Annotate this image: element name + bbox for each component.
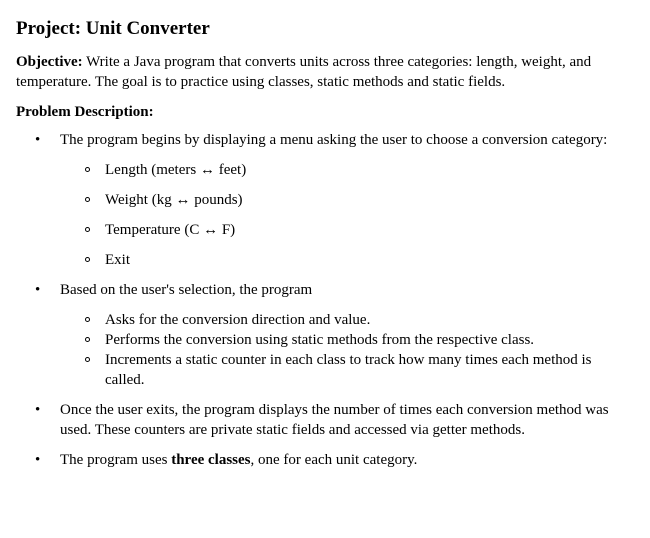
- sub-list-item: [60, 310, 630, 330]
- sub-list-item: [60, 190, 630, 210]
- objective-paragraph: [16, 52, 630, 92]
- menu-options-list: [60, 160, 630, 270]
- sub-list-item: [60, 330, 630, 350]
- circle-bullet-icon: [85, 337, 90, 342]
- sub-list-item: [60, 220, 630, 240]
- circle-bullet-icon: [85, 317, 90, 322]
- problem-description-list: [16, 130, 630, 470]
- circle-bullet-icon: [85, 357, 90, 362]
- bullet-icon: •: [35, 282, 41, 298]
- sub-list-item-text: Performs the conversion using static methods from the respective class.: [105, 332, 535, 348]
- sub-list-item-text: Temperature (C ↔ F): [105, 222, 236, 238]
- list-item-text-bold: three classes: [171, 452, 251, 468]
- list-item-text: Based on the user's selection, the program: [60, 282, 313, 298]
- objective-text: Write a Java program that converts units across three categories: length, weight, and temperature. The goal is to practice using classes, static methods and static fields.: [16, 54, 592, 90]
- circle-bullet-icon: [85, 197, 90, 202]
- bullet-icon: •: [35, 452, 41, 468]
- sub-list-item: [60, 160, 630, 180]
- bullet-icon: •: [35, 402, 41, 418]
- list-item-text-post: , one for each unit category.: [250, 452, 418, 468]
- project-title: Project: Unit Converter: [16, 18, 210, 39]
- sub-list-item-text: Increments a static counter in each class to track how many times each method is called.: [105, 352, 592, 388]
- sub-list-item: [60, 350, 630, 390]
- circle-bullet-icon: [85, 227, 90, 232]
- sub-list-item-text: Asks for the conversion direction and value.: [105, 312, 371, 328]
- list-item-exit: [16, 400, 630, 440]
- sub-list-item-text: Length (meters ↔ feet): [105, 162, 247, 178]
- list-item-menu: [16, 130, 630, 270]
- list-item-text-pre: The program uses: [60, 452, 172, 468]
- list-item-selection: [16, 280, 630, 390]
- list-item-text: The program begins by displaying a menu asking the user to choose a conversion category:: [60, 132, 608, 148]
- circle-bullet-icon: [85, 257, 90, 262]
- list-item-text: Once the user exits, the program displays the number of times each conversion method was used. These counters are private static fields and accessed via getter methods.: [60, 402, 609, 438]
- selection-steps-list: [60, 310, 630, 390]
- sub-list-item: [60, 250, 630, 270]
- list-item-classes: [16, 450, 630, 470]
- bullet-icon: •: [35, 132, 41, 148]
- circle-bullet-icon: [85, 167, 90, 172]
- objective-label: Objective:: [16, 54, 83, 70]
- sub-list-item-text: Exit: [105, 252, 130, 268]
- problem-description-heading: Problem Description:: [16, 104, 154, 120]
- sub-list-item-text: Weight (kg ↔ pounds): [105, 192, 243, 208]
